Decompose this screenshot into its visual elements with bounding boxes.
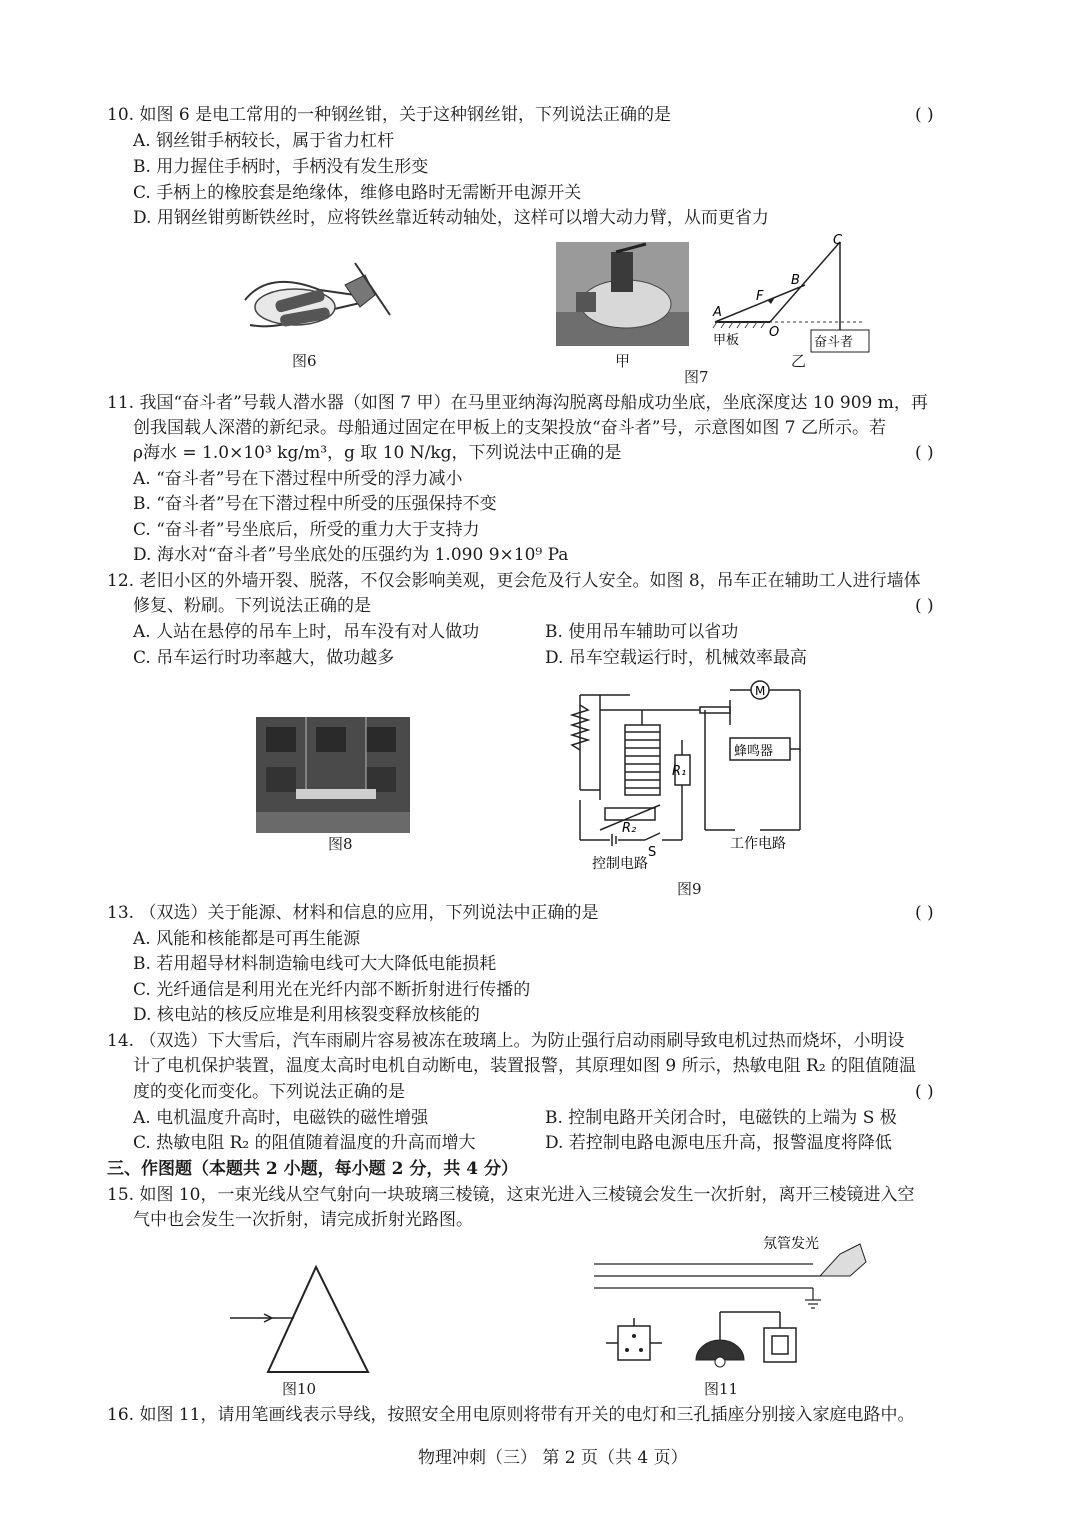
fig9-control-circuit-label: 控制电路 <box>592 856 648 870</box>
q12-answer-blank: ( ) <box>915 596 934 616</box>
q14-stem-line3: 度的变化而变化。下列说法正确的是 <box>133 1082 405 1102</box>
q12-option-d: D. 吊车空载运行时，机械效率最高 <box>545 648 807 668</box>
fig6-pliers-illustration <box>235 255 395 350</box>
fig9-work-circuit-label: 工作电路 <box>730 836 786 852</box>
fig9-motor-symbol: M <box>755 684 766 698</box>
q11-option-d: D. 海水对“奋斗者”号坐底处的压强约为 1.090 9×10⁹ Pa <box>133 545 569 565</box>
q15-stem-line1: 15. 如图 10，一束光线从空气射向一块玻璃三棱镜，这束光进入三棱镜会发生一次折射，离开三棱镜进入空 <box>107 1185 915 1205</box>
q13-stem: 13. （双选）关于能源、材料和信息的应用，下列说法中正确的是 <box>107 903 599 923</box>
fig9-r1-label: R₁ <box>672 764 687 779</box>
fig11-caption: 图11 <box>704 1380 739 1398</box>
q12-stem-line2: 修复、粉刷。下列说法正确的是 <box>133 596 371 616</box>
q11-stem-line3: ρ海水 = 1.0×10³ kg/m³，g 取 10 N/kg，下列说法中正确的是 <box>133 443 622 463</box>
fig11-neon-label: 氖管发光 <box>763 1236 819 1252</box>
q12-option-a: A. 人站在悬停的吊车上时，吊车没有对人做功 <box>133 622 480 642</box>
fig7-jia-label: 甲 <box>615 352 631 370</box>
q11-stem-line1: 11. 我国“奋斗者”号载人潜水器（如图 7 甲）在马里亚纳海沟脱离母船成功坐底，坐底深度达 10 909 m，再 <box>107 393 928 413</box>
fig9-buzzer-label: 蜂鸣器 <box>734 744 774 759</box>
q11-option-c: C. “奋斗者”号坐底后，所受的重力大于支持力 <box>133 520 480 540</box>
q13-option-d: D. 核电站的核反应堆是利用核裂变释放核能的 <box>133 1005 480 1025</box>
fig9-r2-label: R₂ <box>622 821 637 836</box>
q14-option-b: B. 控制电路开关闭合时，电磁铁的上端为 S 极 <box>545 1108 897 1128</box>
fig9-switch-label: S <box>648 845 657 860</box>
fig10-caption: 图10 <box>282 1380 317 1398</box>
q14-answer-blank: ( ) <box>915 1082 934 1102</box>
fig9-caption: 图9 <box>677 880 702 898</box>
q13-option-b: B. 若用超导材料制造输电线可大大降低电能损耗 <box>133 954 497 974</box>
q13-option-a: A. 风能和核能都是可再生能源 <box>133 929 361 949</box>
q13-answer-blank: ( ) <box>915 903 934 923</box>
q13-option-c: C. 光纤通信是利用光在光纤内部不断折射进行传播的 <box>133 980 531 1000</box>
fig7-jia-submersible-photo <box>556 242 689 346</box>
q11-answer-blank: ( ) <box>915 443 934 463</box>
fig7-yi-lever-diagram <box>705 230 875 360</box>
q14-option-c: C. 热敏电阻 R₂ 的阻值随着温度的升高而增大 <box>133 1133 476 1153</box>
q14-option-d: D. 若控制电路电源电压升高，报警温度将降低 <box>545 1133 892 1153</box>
q14-stem-line1: 14. （双选）下大雪后，汽车雨刷片容易被冻在玻璃上。为防止强行启动雨刷导致电机过热而烧坏，小明设 <box>107 1031 905 1051</box>
page-footer: 物理冲刺（三） 第 2 页（共 4 页） <box>418 1448 688 1468</box>
fig7-label-deck: 甲板 <box>713 333 740 348</box>
q14-option-a: A. 电机温度升高时，电磁铁的磁性增强 <box>133 1108 429 1128</box>
q12-stem-line1: 12. 老旧小区的外墙开裂、脱落，不仅会影响美观，更会危及行人安全。如图 8，吊车正在辅助工人进行墙体 <box>107 571 921 591</box>
q11-option-a: A. “奋斗者”号在下潜过程中所受的浮力减小 <box>133 469 463 489</box>
q10-answer-blank: ( ) <box>915 105 934 125</box>
fig7-label-c: C <box>833 233 843 248</box>
q10-option-a: A. 钢丝钳手柄较长，属于省力杠杆 <box>133 131 395 151</box>
fig8-crane-photo <box>256 717 410 833</box>
fig7-label-a: A <box>713 305 722 320</box>
fig7-label-sub: 奋斗者 <box>814 335 854 350</box>
q10-stem: 10. 如图 6 是电工常用的一种钢丝钳，关于这种钢丝钳，下列说法正确的是 <box>107 105 672 125</box>
q15-stem-line2: 气中也会发生一次折射，请完成折射光路图。 <box>133 1210 473 1230</box>
q11-option-b: B. “奋斗者”号在下潜过程中所受的压强保持不变 <box>133 494 497 514</box>
fig8-caption: 图8 <box>328 835 353 853</box>
fig6-caption: 图6 <box>292 352 317 370</box>
fig11-household-circuit <box>588 1232 878 1380</box>
q10-option-c: C. 手柄上的橡胶套是绝缘体，维修电路时无需断开电源开关 <box>133 183 582 203</box>
q16-stem: 16. 如图 11，请用笔画线表示导线，按照安全用电原则将带有开关的电灯和三孔插座分别接入家庭电路中。 <box>107 1405 915 1425</box>
q10-option-d: D. 用钢丝钳剪断铁丝时，应将铁丝靠近转动轴处，这样可以增大动力臂，从而更省力 <box>133 208 769 228</box>
fig10-prism-diagram <box>222 1262 382 1380</box>
fig7-caption: 图7 <box>684 368 709 386</box>
fig7-label-b: B <box>791 273 800 288</box>
fig7-yi-label: 乙 <box>791 352 807 370</box>
q11-stem-line2: 创我国载人深潜的新纪录。母船通过固定在甲板上的支架投放“奋斗者”号，示意图如图 7 乙所示。若 <box>133 418 887 438</box>
q12-option-c: C. 吊车运行时功率越大，做功越多 <box>133 648 395 668</box>
q12-option-b: B. 使用吊车辅助可以省功 <box>545 622 739 642</box>
section-3-heading: 三、作图题（本题共 2 小题，每小题 2 分，共 4 分） <box>107 1159 518 1179</box>
fig7-label-o: O <box>769 325 780 340</box>
q10-option-b: B. 用力握住手柄时，手柄没有发生形变 <box>133 157 429 177</box>
q14-stem-line2: 计了电机保护装置，温度太高时电机自动断电，装置报警，其原理如图 9 所示，热敏电阻 R₂ 的阻值随温 <box>133 1056 917 1076</box>
fig7-label-f: F <box>756 289 764 304</box>
fig9-circuit-diagram <box>570 670 810 870</box>
